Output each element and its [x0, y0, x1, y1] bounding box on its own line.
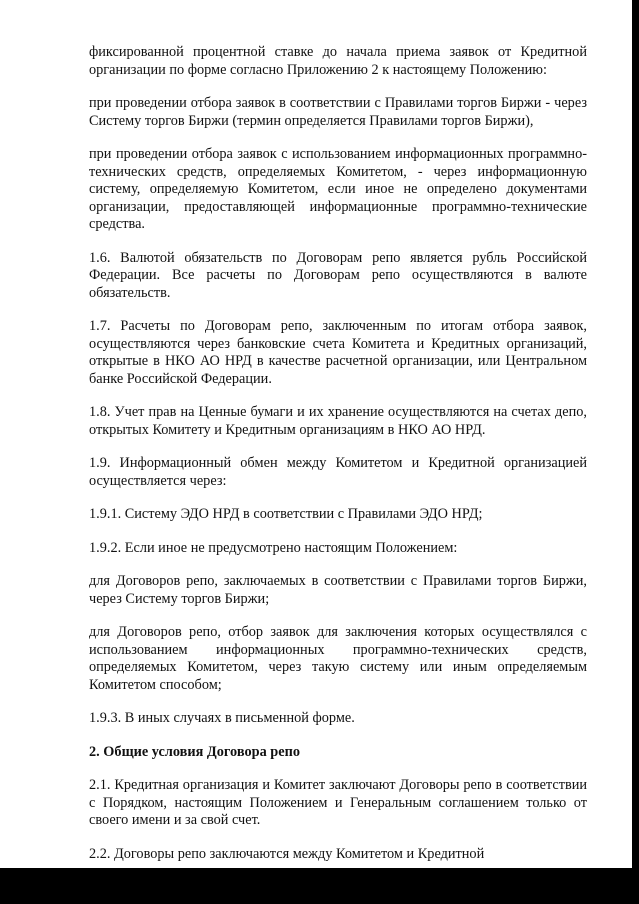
paragraph-exchange-repo: для Договоров репо, заключаемых в соответствии с Правилами торгов Биржи, через Систему торгов Биржи; [89, 573, 587, 607]
paragraph-fixed-rate: фиксированной процентной ставке до начала приема заявок от Кредитной организации по форме согласно Приложению 2 к настоящему Положению: [89, 44, 587, 78]
paragraph-other-repo: для Договоров репо, отбор заявок для заключения которых осуществлялся с использованием информационных программно-технических средств, определяемых Комитетом, через такую систему или иным определяемым Комитетом способом; [89, 624, 587, 693]
paragraph-2-1: 2.1. Кредитная организация и Комитет заключают Договоры репо в соответствии с Порядком, настоящим Положением и Генеральным соглашением только от своего имени и за свой счет. [89, 777, 587, 828]
paragraph-1-9-2: 1.9.2. Если иное не предусмотрено настоящим Положением: [89, 539, 458, 556]
section-heading: 2. Общие условия Договора репо [89, 743, 300, 760]
paragraph-1-8: 1.8. Учет прав на Ценные бумаги и их хранение осуществляются на счетах депо, открытых Комитету и Кредитным организациям в НКО АО НРД. [89, 404, 587, 438]
paragraph-1-9-3: 1.9.3. В иных случаях в письменной форме. [89, 710, 355, 726]
document-page [89, 44, 587, 863]
paragraph-1-7: 1.7. Расчеты по Договорам репо, заключенным по итогам отбора заявок, осуществляются через банковские счета Комитета и Кредитных организаций, открытые в НКО АО НРД в качестве расчетной организации, или Центральном банке Российской Федерации. [89, 318, 587, 387]
scan-edge-bottom [0, 868, 639, 904]
paragraph-it-means-selection: при проведении отбора заявок с использованием информационных программно-технических средств, определяемых Комитетом, - через информационную систему, определяемую Комитетом, если иное не определено документами организации, предоставляющей информационные программно-технические средства. [89, 146, 587, 232]
paragraph-1-6: 1.6. Валютой обязательств по Договорам репо является рубль Российской Федерации. Все расчеты по Договорам репо осуществляются в валюте обязательств. [89, 249, 587, 301]
paragraph-1-9-1: 1.9.1. Систему ЭДО НРД в соответствии с Правилами ЭДО НРД; [89, 506, 483, 522]
scan-edge-right [632, 0, 639, 870]
paragraph-exchange-selection: при проведении отбора заявок в соответствии с Правилами торгов Биржи - через Систему торгов Биржи (термин определяется Правилами торгов Биржи), [89, 95, 587, 129]
paragraph-2-2: 2.2. Договоры репо заключаются между Комитетом и Кредитной [89, 845, 485, 862]
paragraph-1-9: 1.9. Информационный обмен между Комитетом и Кредитной организацией осуществляется через: [89, 455, 587, 489]
